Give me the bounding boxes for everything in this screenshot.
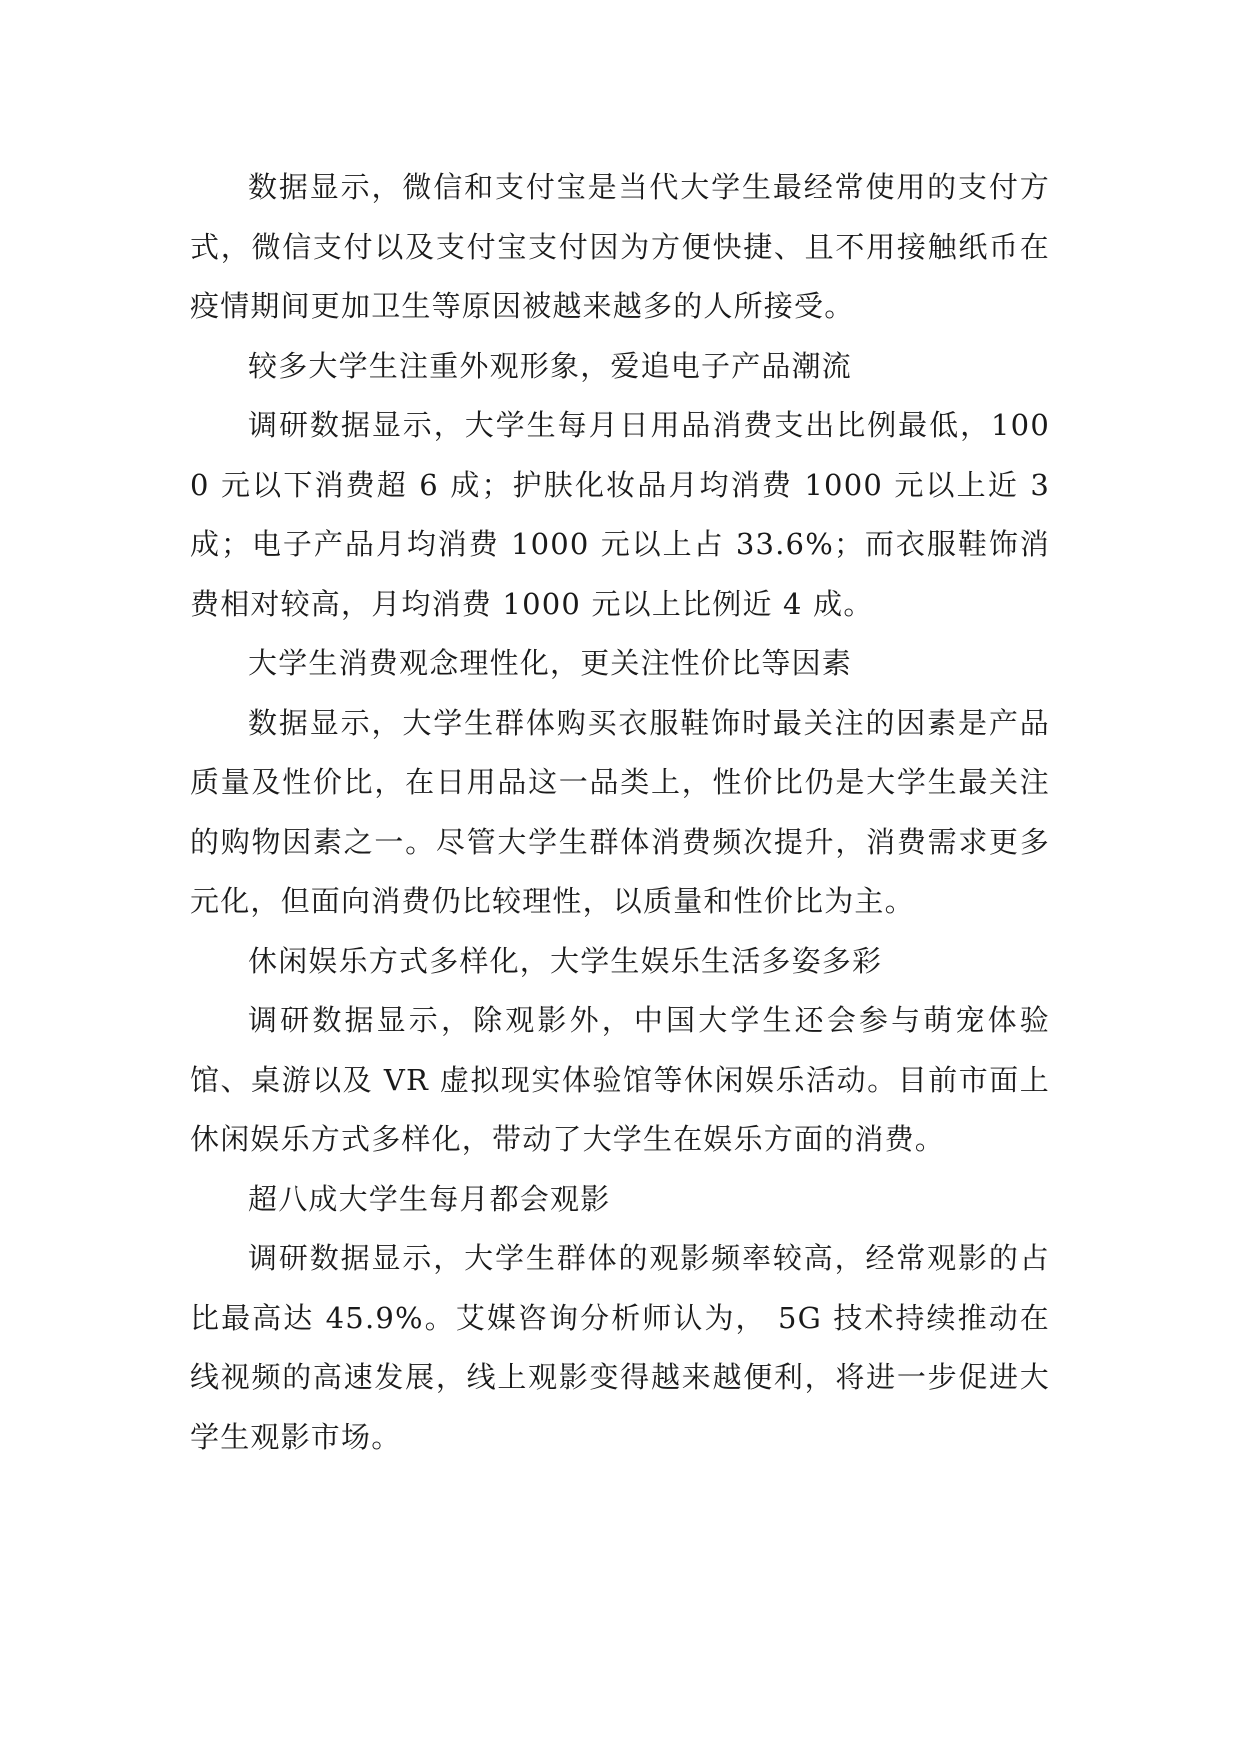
heading-appearance-electronics: 较多大学生注重外观形象，爱追电子产品潮流 <box>248 348 853 383</box>
heading-rational-consumption: 大学生消费观念理性化，更关注性价比等因素 <box>248 646 853 680</box>
heading-leisure-diversity: 休闲娱乐方式多样化，大学生娱乐生活多姿多彩 <box>248 943 883 978</box>
paragraph-movie-frequency: 调研数据显示，大学生群体的观影频率较高，经常观影的占比最高达 45.9%。艾媒咨询分析师认为， 5G 技术持续推动在线视频的高速发展，线上观影变得越来越便利，将进一步促进大学生观影市场。 <box>190 1241 1050 1454</box>
paragraph-value-for-money: 数据显示，大学生群体购买衣服鞋饰时最关注的因素是产品质量及性价比，在日用品这一品类上，性价比仍是大学生最关注的购物因素之一。尽管大学生群体消费频次提升，消费需求更多元化，但面向消费仍比较理性，以质量和性价比为主。 <box>190 705 1050 918</box>
document-page <box>190 158 1050 1467</box>
heading-movie-watching: 超八成大学生每月都会观影 <box>248 1181 611 1216</box>
paragraph-leisure-activities: 调研数据显示，除观影外，中国大学生还会参与萌宠体验馆、桌游以及 VR 虚拟现实体验馆等休闲娱乐活动。目前市面上休闲娱乐方式多样化，带动了大学生在娱乐方面的消费。 <box>190 1003 1050 1156</box>
paragraph-monthly-spending: 调研数据显示，大学生每月日用品消费支出比例最低，1000 元以下消费超 6 成；护肤化妆品月均消费 1000 元以上近 3 成；电子产品月均消费 1000 元以上占 33.6%；而衣服鞋饰消费相对较高，月均消费 1000 元以上比例近 4 成。 <box>190 408 1050 621</box>
paragraph-payment-methods: 数据显示，微信和支付宝是当代大学生最经常使用的支付方式，微信支付以及支付宝支付因为方便快捷、且不用接触纸币在疫情期间更加卫生等原因被越来越多的人所接受。 <box>190 170 1050 323</box>
